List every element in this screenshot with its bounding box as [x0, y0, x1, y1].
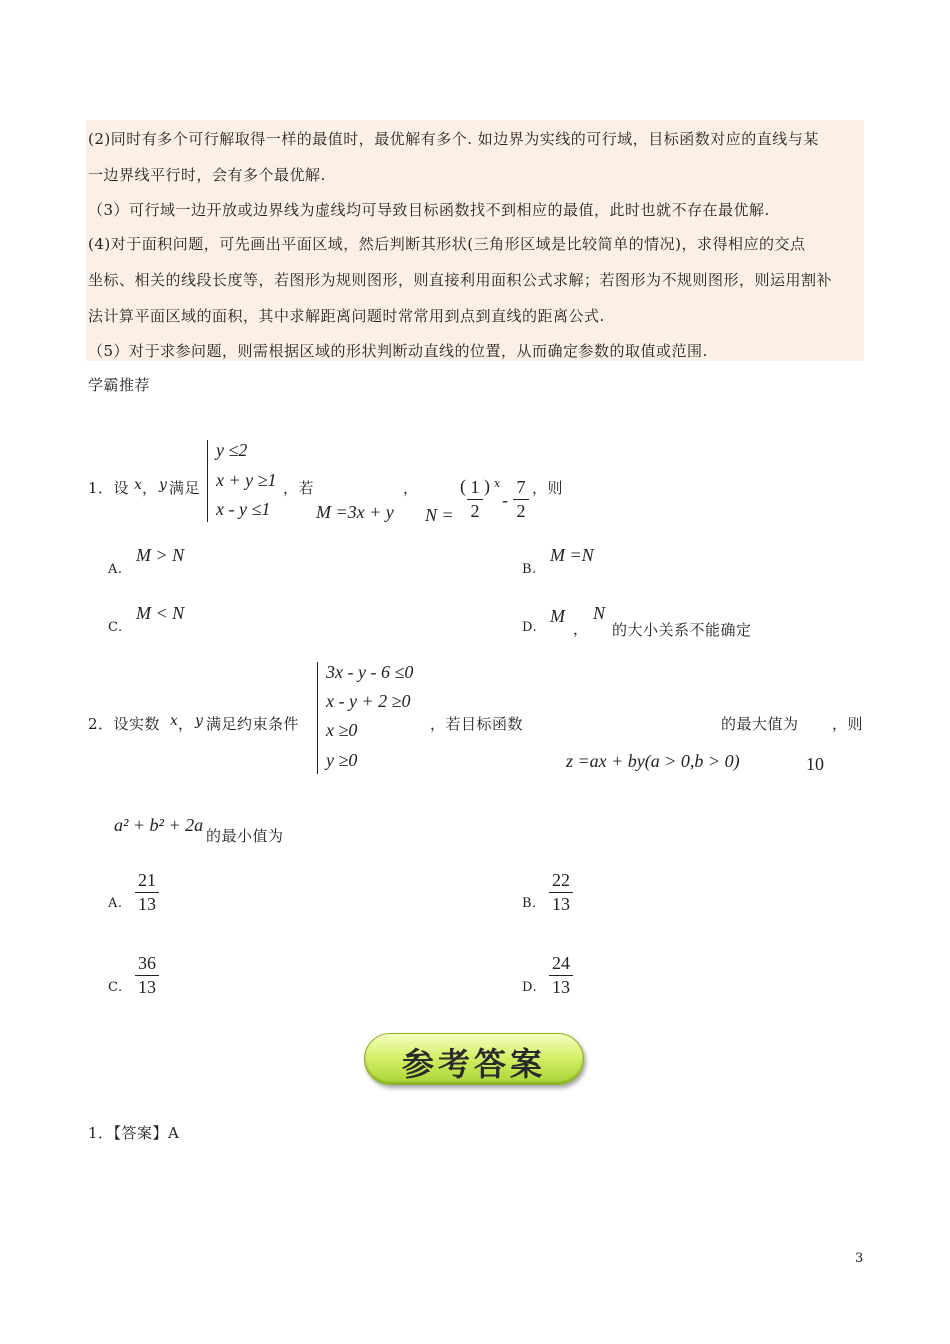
q2-z-expression: z =ax + by(a > 0,b > 0)	[566, 751, 740, 771]
q1-paren-open: (	[460, 476, 466, 496]
q2-condition-4: y ≥0	[326, 750, 358, 770]
q2-option-a-fraction	[135, 870, 159, 915]
section-title: 学霸推荐	[88, 376, 151, 394]
q1-N-exponent: x	[494, 477, 501, 490]
q1-frac2-bar	[513, 499, 529, 500]
q1-condition-1: y ≤2	[216, 440, 248, 460]
q2-option-d-fraction	[549, 953, 573, 998]
q1-prefix: 1．设	[88, 479, 130, 497]
q2-option-c-label: C.	[108, 980, 123, 995]
q2-prefix: 2．设实数	[88, 715, 161, 733]
q1-option-d-math-b: N	[593, 603, 606, 623]
q1-option-d-label: D.	[522, 620, 538, 635]
q2-option-b-bar	[549, 892, 573, 893]
q2-option-c-fraction	[135, 953, 159, 998]
q1-var-x: x	[134, 477, 142, 493]
note-line-3: （3）可行域一边开放或边界线为虚线均可导致目标函数找不到相应的最值，此时也就不存在最优解.	[88, 201, 770, 219]
answer-1: 1．【答案】A	[88, 1124, 180, 1142]
q2-option-a-num: 21	[138, 870, 156, 890]
q2-option-a-label: A.	[108, 896, 123, 911]
note-line-5: 坐标、相关的线段长度等，若图形为规则图形，则直接利用面积公式求解；若图形为不规则图形，则运用割补	[88, 271, 833, 289]
q1-option-a-label: A.	[108, 562, 123, 577]
q1-suffix: 满足	[169, 479, 201, 497]
q2-option-c-bar	[135, 975, 159, 976]
note-line-2: 一边界线平行时，会有多个最优解.	[88, 166, 326, 184]
q1-brace	[207, 440, 208, 522]
q1-var-y: y	[159, 477, 167, 493]
q1-frac1-bar	[467, 499, 483, 500]
q1-N-lhs: N =	[425, 505, 454, 525]
q2-mid-text: ，若目标函数	[430, 715, 524, 733]
q1-frac2-num: 7	[516, 477, 526, 497]
q2-brace	[317, 662, 318, 774]
q2-suffix: 满足约束条件	[206, 715, 300, 733]
q2-condition-2: x - y + 2 ≥0	[326, 691, 411, 711]
q1-then: ，则	[532, 479, 564, 497]
note-line-6: 法计算平面区域的面积，其中求解距离问题时常常用到点到直线的距离公式.	[88, 307, 605, 325]
q1-option-b-label: B.	[522, 562, 537, 577]
q1-option-d-sep: ，	[573, 620, 589, 638]
note-line-1: (2)同时有多个可行解取得一样的最值时，最优解有多个. 如边界为实线的可行域，目标函数对应的直线与某	[88, 130, 819, 148]
q1-comma-2: ，	[403, 479, 419, 497]
q1-option-c-label: C.	[108, 620, 123, 635]
q2-option-c-den: 13	[138, 977, 156, 997]
q2-option-b-label: B.	[522, 896, 537, 911]
q2-condition-3: x ≥0	[326, 720, 358, 740]
q1-frac2-den: 2	[516, 501, 526, 521]
q1-M-expression: M =3x + y	[316, 502, 394, 522]
q2-option-d-bar	[549, 975, 573, 976]
q1-condition-3: x - y ≤1	[216, 499, 271, 519]
q1-comma: ，	[142, 479, 158, 497]
q1-frac1-num: 1	[470, 477, 480, 497]
page-number: 3	[855, 1251, 864, 1266]
answer-banner	[364, 1033, 584, 1085]
q2-option-d-label: D.	[522, 980, 538, 995]
q2-option-b-fraction	[549, 870, 573, 915]
q1-option-a-math: M > N	[136, 545, 185, 565]
q1-option-c-math: M < N	[136, 603, 185, 623]
q2-var-y: y	[195, 713, 203, 729]
q2-var-x: x	[170, 713, 178, 729]
q2-expression: a² + b² + 2a	[114, 815, 204, 835]
note-line-4: (4)对于面积问题，可先画出平面区域，然后判断其形状(三角形区域是比较简单的情况)，求得相应的交点	[88, 235, 806, 253]
q2-min-text: 的最小值为	[206, 827, 284, 845]
q1-if-text: ，若	[283, 479, 315, 497]
q2-option-b-den: 13	[552, 894, 570, 914]
q1-condition-2: x + y ≥1	[216, 470, 277, 490]
q1-option-b-math: M =N	[550, 545, 594, 565]
q1-N-minus: -	[502, 490, 508, 510]
q1-paren-close: )	[484, 476, 490, 496]
q2-then: ，则	[832, 715, 864, 733]
q2-comma: ，	[178, 715, 194, 733]
q2-condition-1: 3x - y - 6 ≤0	[326, 662, 414, 682]
q1-option-d-text: 的大小关系不能确定	[612, 621, 752, 639]
q2-max-value: 10	[806, 754, 824, 774]
note-line-7: （5）对于求参问题，则需根据区域的形状判断动直线的位置，从而确定参数的取值或范围.	[88, 342, 708, 360]
q1-N-fraction-1	[467, 477, 483, 522]
q1-frac1-den: 2	[470, 501, 480, 521]
q2-option-c-num: 36	[138, 953, 156, 973]
q2-option-d-den: 13	[552, 977, 570, 997]
q2-max-text: 的最大值为	[721, 715, 799, 733]
q2-option-a-den: 13	[138, 894, 156, 914]
answer-banner-text: 参考答案	[401, 1045, 546, 1083]
q2-option-a-bar	[135, 892, 159, 893]
q1-N-fraction-2	[513, 477, 529, 522]
q2-option-d-num: 24	[552, 953, 570, 973]
q2-option-b-num: 22	[552, 870, 570, 890]
q1-option-d-math-a: M	[550, 606, 565, 626]
